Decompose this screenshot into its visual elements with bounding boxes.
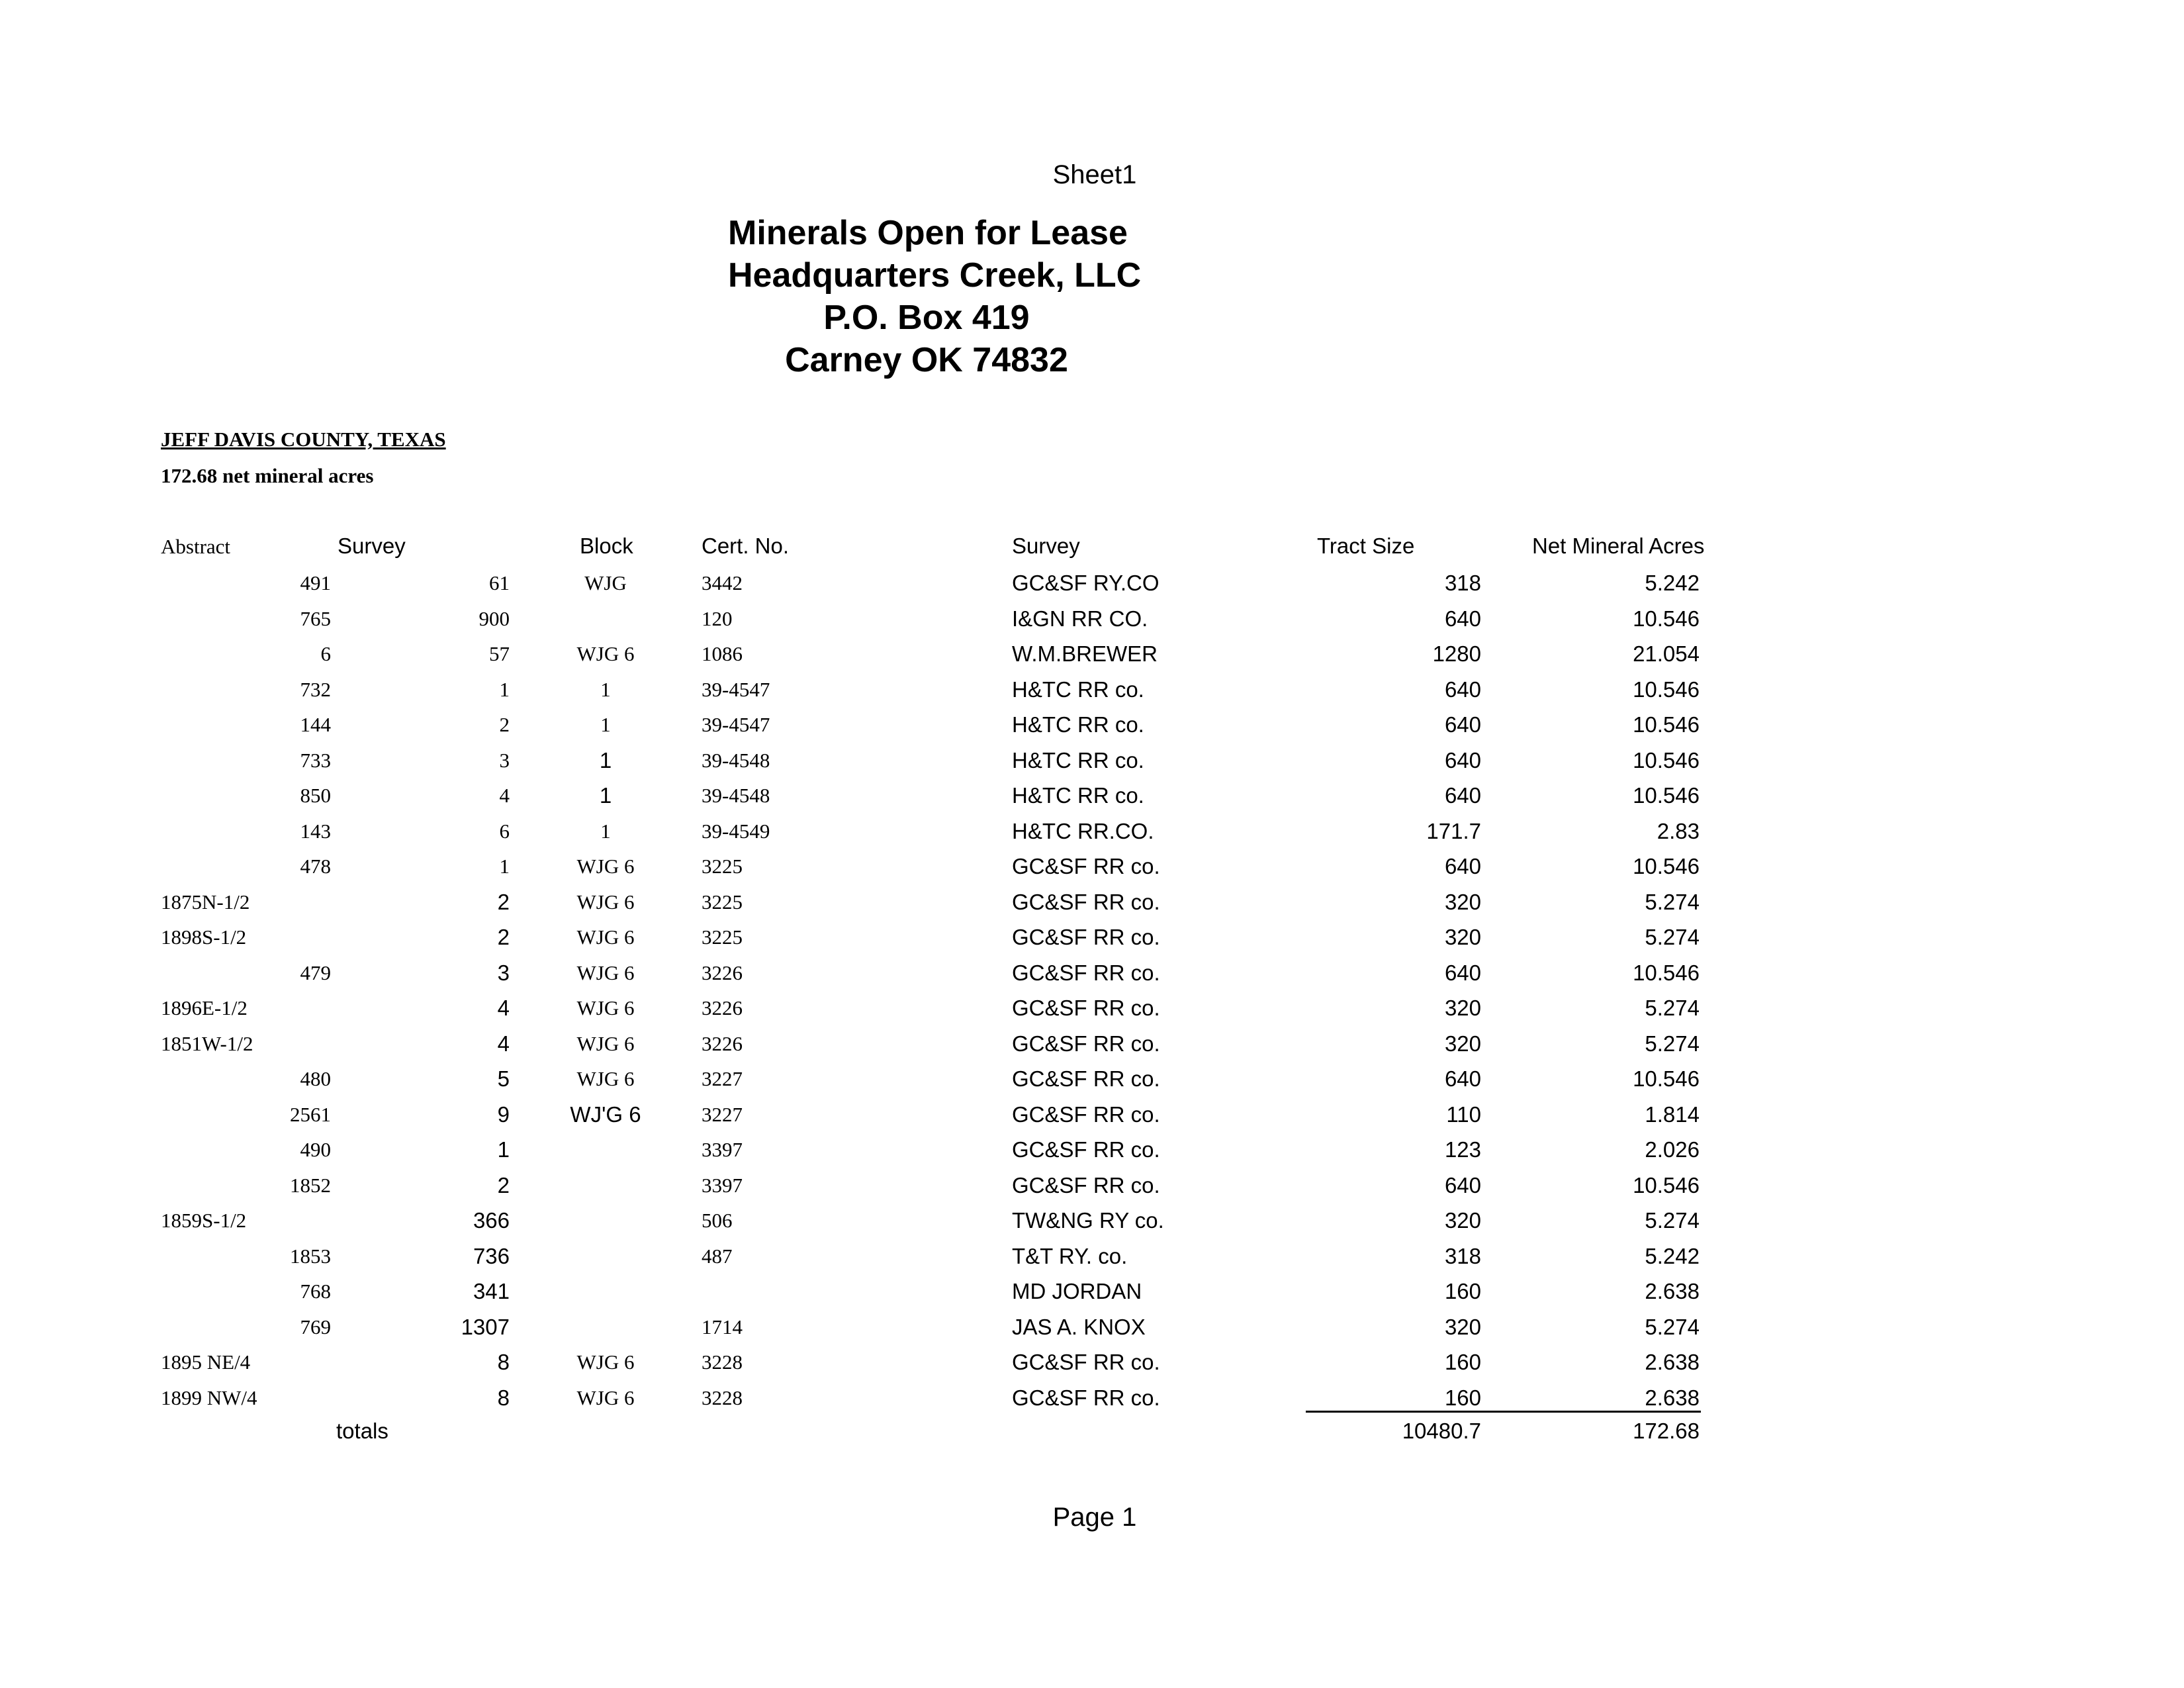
abstract-cell: 1896E-1/2: [161, 996, 248, 1019]
totals-label: totals: [336, 1419, 388, 1443]
cert-cell: 39-4548: [702, 784, 770, 807]
survey-name-cell: GC&SF RR co.: [1012, 996, 1160, 1020]
survey-name-cell: MD JORDAN: [1012, 1279, 1142, 1303]
abstract-cell: 1898S-1/2: [161, 925, 247, 949]
table-row: [0, 565, 2184, 601]
cert-cell: 3228: [702, 1385, 743, 1409]
survey-cell: 57: [489, 642, 510, 665]
survey-cell: 2: [499, 713, 510, 736]
totals-rule: [1306, 1411, 1701, 1413]
tract-size-cell: 320: [1444, 1314, 1481, 1339]
survey-name-cell: GC&SF RR co.: [1012, 889, 1160, 914]
survey-name-cell: GC&SF RR co.: [1012, 1385, 1160, 1410]
net-mineral-acres-cell: 10.546: [1633, 854, 1700, 878]
abstract-cell: 732: [300, 677, 331, 701]
survey-cell: 736: [473, 1243, 510, 1268]
cert-cell: 1086: [702, 642, 743, 665]
table-row: [0, 1309, 2184, 1345]
net-mineral-acres-cell: 10.546: [1633, 1066, 1700, 1091]
net-mineral-acres-cell: 1.814: [1645, 1102, 1700, 1127]
col-header-cert-no: Cert. No.: [702, 534, 790, 558]
abstract-cell: 1859S-1/2: [161, 1209, 247, 1232]
county-heading: JEFF DAVIS COUNTY, TEXAS: [161, 428, 446, 451]
cert-cell: 39-4547: [702, 677, 770, 701]
col-header-abstract: Abstract: [161, 535, 231, 558]
net-mineral-acres-cell: 10.546: [1633, 960, 1700, 985]
tract-size-cell: 640: [1444, 606, 1481, 631]
net-mineral-acres-cell: 10.546: [1633, 783, 1700, 808]
block-cell: WJG 6: [576, 890, 635, 914]
table-row: [0, 672, 2184, 708]
abstract-cell: 768: [300, 1280, 331, 1303]
cert-cell: 3227: [702, 1102, 743, 1126]
survey-cell: 1: [497, 1137, 510, 1162]
abstract-cell: 478: [300, 855, 331, 878]
survey-name-cell: H&TC RR co.: [1012, 712, 1144, 737]
block-cell: 1: [600, 713, 611, 736]
tract-size-cell: 320: [1444, 1031, 1481, 1056]
cert-cell: 3225: [702, 855, 743, 878]
tract-size-cell: 320: [1444, 1208, 1481, 1233]
col-header-tract-size: Tract Size: [1317, 534, 1415, 558]
survey-name-cell: GC&SF RR co.: [1012, 1350, 1160, 1374]
block-cell: WJG 6: [576, 1385, 635, 1409]
survey-name-cell: GC&SF RY.CO: [1012, 571, 1160, 595]
abstract-cell: 2561: [290, 1102, 331, 1126]
tract-size-cell: 320: [1444, 889, 1481, 914]
block-cell: WJG 6: [576, 1031, 635, 1055]
table-row: [0, 778, 2184, 814]
col-header-survey: Survey: [338, 534, 406, 558]
survey-cell: 3: [497, 960, 510, 985]
company-name: Headquarters Creek, LLC: [728, 256, 1142, 295]
survey-name-cell: GC&SF RR co.: [1012, 1137, 1160, 1162]
survey-name-cell: GC&SF RR co.: [1012, 1102, 1160, 1127]
col-header-net-mineral-acres: Net Mineral Acres: [1532, 534, 1705, 558]
cert-cell: 3397: [702, 1138, 743, 1161]
survey-cell: 1: [499, 855, 510, 878]
tract-size-cell: 640: [1444, 854, 1481, 878]
survey-name-cell: H&TC RR co.: [1012, 747, 1144, 773]
tract-size-cell: 123: [1444, 1137, 1481, 1162]
survey-cell: 6: [499, 819, 510, 843]
survey-name-cell: GC&SF RR co.: [1012, 925, 1160, 949]
abstract-cell: 733: [300, 748, 331, 772]
survey-name-cell: W.M.BREWER: [1012, 641, 1158, 666]
survey-cell: 1307: [461, 1314, 510, 1339]
tract-size-cell: 318: [1444, 1243, 1481, 1268]
abstract-cell: 850: [300, 784, 331, 807]
net-mineral-acres-cell: 10.546: [1633, 606, 1700, 631]
block-cell: WJG 6: [576, 855, 635, 878]
block-cell: WJG 6: [576, 1067, 635, 1090]
cert-cell: 3225: [702, 890, 743, 914]
cert-cell: 39-4549: [702, 819, 770, 843]
abstract-cell: 143: [300, 819, 331, 843]
cert-cell: 1714: [702, 1315, 743, 1338]
survey-name-cell: H&TC RR.CO.: [1012, 818, 1154, 843]
block-cell: WJG 6: [576, 961, 635, 984]
tract-size-cell: 640: [1444, 712, 1481, 737]
cert-cell: 39-4548: [702, 748, 770, 772]
tract-size-cell: 160: [1444, 1350, 1481, 1374]
net-acres-note: 172.68 net mineral acres: [161, 464, 374, 487]
city-state-zip: Carney OK 74832: [785, 341, 1068, 379]
survey-cell: 8: [497, 1350, 510, 1374]
net-mineral-acres-cell: 5.274: [1645, 1031, 1700, 1056]
survey-cell: 900: [478, 606, 510, 630]
tract-size-cell: 640: [1444, 1172, 1481, 1197]
tract-size-cell: 1280: [1432, 641, 1481, 666]
tract-size-cell: 640: [1444, 677, 1481, 702]
sheet-title: Sheet1: [1052, 160, 1137, 189]
table-row: [0, 1168, 2184, 1203]
survey-name-cell: GC&SF RR co.: [1012, 1172, 1160, 1197]
block-cell: 1: [599, 783, 612, 808]
page-number: Page 1: [1052, 1503, 1137, 1532]
tract-size-cell: 160: [1444, 1385, 1481, 1410]
survey-name-cell: GC&SF RR co.: [1012, 854, 1160, 878]
abstract-cell: 1875N-1/2: [161, 890, 250, 914]
survey-name-cell: GC&SF RR co.: [1012, 1031, 1160, 1056]
abstract-cell: 6: [320, 642, 331, 665]
abstract-cell: 1851W-1/2: [161, 1031, 253, 1055]
table-row: [0, 814, 2184, 849]
table-row: [0, 1097, 2184, 1133]
block-cell: 1: [599, 747, 612, 773]
net-mineral-acres-cell: 5.274: [1645, 1314, 1700, 1339]
survey-cell: 4: [499, 784, 510, 807]
net-mineral-acres-cell: 10.546: [1633, 747, 1700, 773]
abstract-cell: 144: [300, 713, 331, 736]
table-row: [0, 1239, 2184, 1274]
table-row: [0, 849, 2184, 884]
net-mineral-acres-cell: 2.638: [1645, 1350, 1700, 1374]
cert-cell: 3397: [702, 1173, 743, 1197]
abstract-cell: 1853: [290, 1244, 331, 1268]
abstract-cell: 479: [300, 961, 331, 984]
cert-cell: 3225: [702, 925, 743, 949]
net-mineral-acres-cell: 10.546: [1633, 1172, 1700, 1197]
cert-cell: 39-4547: [702, 713, 770, 736]
block-cell: WJG 6: [576, 996, 635, 1019]
block-cell: 1: [600, 677, 611, 701]
survey-name-cell: I&GN RR CO.: [1012, 606, 1148, 631]
survey-name-cell: TW&NG RY co.: [1012, 1208, 1164, 1233]
table-row: [0, 1026, 2184, 1062]
survey-name-cell: GC&SF RR co.: [1012, 1066, 1160, 1091]
block-cell: WJG 6: [576, 925, 635, 949]
block-cell: WJG 6: [576, 642, 635, 665]
cert-cell: 120: [702, 606, 733, 630]
table-row: [0, 1061, 2184, 1097]
survey-name-cell: GC&SF RR co.: [1012, 960, 1160, 985]
abstract-cell: 765: [300, 606, 331, 630]
abstract-cell: 1852: [290, 1173, 331, 1197]
net-mineral-acres-cell: 2.638: [1645, 1385, 1700, 1410]
table-row: [0, 919, 2184, 955]
cert-cell: 3226: [702, 961, 743, 984]
survey-cell: 8: [497, 1385, 510, 1410]
net-mineral-acres-cell: 2.83: [1657, 818, 1700, 843]
net-mineral-acres-cell: 21.054: [1633, 641, 1700, 666]
header-title: Minerals Open for Lease: [728, 214, 1128, 252]
abstract-cell: 769: [300, 1315, 331, 1338]
net-mineral-acres-cell: 5.242: [1645, 571, 1700, 595]
table-row: [0, 636, 2184, 672]
block-cell: WJG: [584, 571, 627, 594]
cert-cell: 3226: [702, 996, 743, 1019]
tract-size-cell: 640: [1444, 747, 1481, 773]
survey-cell: 4: [497, 1031, 510, 1056]
tract-size-cell: 318: [1444, 571, 1481, 595]
net-mineral-acres-cell: 5.274: [1645, 996, 1700, 1020]
cert-cell: 3442: [702, 571, 743, 594]
col-header-survey-name: Survey: [1012, 534, 1080, 558]
table-row: [0, 1203, 2184, 1239]
table-row: [0, 990, 2184, 1026]
tract-size-cell: 640: [1444, 960, 1481, 985]
document-header: [728, 212, 1142, 381]
table-row: [0, 1132, 2184, 1168]
survey-name-cell: H&TC RR co.: [1012, 783, 1144, 808]
net-mineral-acres-cell: 5.274: [1645, 925, 1700, 949]
abstract-cell: 491: [300, 571, 331, 594]
tract-size-cell: 640: [1444, 1066, 1481, 1091]
net-mineral-acres-cell: 5.274: [1645, 889, 1700, 914]
abstract-cell: 1895 NE/4: [161, 1350, 251, 1374]
cert-cell: 3227: [702, 1067, 743, 1090]
cert-cell: 3228: [702, 1350, 743, 1374]
survey-name-cell: H&TC RR co.: [1012, 677, 1144, 702]
survey-cell: 2: [497, 925, 510, 949]
table-row: [0, 743, 2184, 778]
table-row: [0, 884, 2184, 920]
net-mineral-acres-cell: 10.546: [1633, 712, 1700, 737]
survey-cell: 366: [473, 1208, 510, 1233]
survey-name-cell: JAS A. KNOX: [1012, 1314, 1146, 1339]
survey-cell: 4: [497, 996, 510, 1020]
survey-name-cell: T&T RY. co.: [1012, 1243, 1128, 1268]
tract-size-cell: 640: [1444, 783, 1481, 808]
table-row: [0, 1344, 2184, 1380]
table-row: [0, 1274, 2184, 1309]
total-net-mineral-acres: 172.68: [1633, 1419, 1700, 1443]
net-mineral-acres-cell: 2.026: [1645, 1137, 1700, 1162]
survey-cell: 341: [473, 1279, 510, 1303]
tract-size-cell: 110: [1446, 1102, 1481, 1127]
abstract-cell: 1899 NW/4: [161, 1385, 257, 1409]
net-mineral-acres-cell: 10.546: [1633, 677, 1700, 702]
abstract-cell: 490: [300, 1138, 331, 1161]
survey-cell: 61: [489, 571, 510, 594]
survey-cell: 2: [497, 889, 510, 914]
net-mineral-acres-cell: 2.638: [1645, 1279, 1700, 1303]
survey-cell: 9: [497, 1102, 510, 1127]
tract-size-cell: 320: [1444, 925, 1481, 949]
survey-cell: 3: [499, 748, 510, 772]
block-cell: WJG 6: [576, 1350, 635, 1374]
survey-cell: 5: [497, 1066, 510, 1091]
col-header-block: Block: [580, 534, 633, 558]
survey-cell: 2: [497, 1172, 510, 1197]
table-row: [0, 1380, 2184, 1416]
po-box: P.O. Box 419: [823, 299, 1030, 337]
abstract-cell: 480: [300, 1067, 331, 1090]
cert-cell: 506: [702, 1209, 733, 1232]
cert-cell: 3226: [702, 1031, 743, 1055]
block-cell: 1: [600, 819, 611, 843]
survey-cell: 1: [499, 677, 510, 701]
tract-size-cell: 171.7: [1426, 818, 1481, 843]
tract-size-cell: 320: [1444, 996, 1481, 1020]
net-mineral-acres-cell: 5.274: [1645, 1208, 1700, 1233]
total-tract-size: 10480.7: [1402, 1419, 1481, 1443]
block-cell: WJ'G 6: [570, 1102, 641, 1127]
table-row: [0, 955, 2184, 991]
cert-cell: 487: [702, 1244, 733, 1268]
table-row: [0, 707, 2184, 743]
tract-size-cell: 160: [1444, 1279, 1481, 1303]
table-row: [0, 601, 2184, 637]
net-mineral-acres-cell: 5.242: [1645, 1243, 1700, 1268]
